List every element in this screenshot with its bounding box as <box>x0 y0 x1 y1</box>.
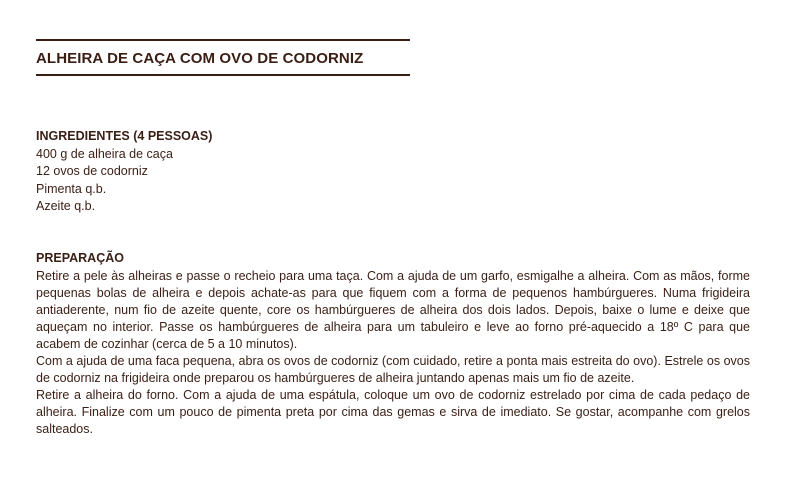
ingredient-item: Pimenta q.b. <box>36 181 107 196</box>
ingredient-list <box>36 146 750 216</box>
recipe-title: ALHEIRA DE CAÇA COM OVO DE CODORNIZ <box>36 50 364 67</box>
preparation-paragraph: Com a ajuda de uma faca pequena, abra os ovos de codorniz (com cuidado, retire a ponta mais estreita do ovo). Estrele os ovos de codorniz na frigideira onde preparou os hambúrgueres de alheira juntando apenas mais um fio de azeite. <box>36 353 750 385</box>
ingredient-item: Azeite q.b. <box>36 199 96 213</box>
ingredient-item: 12 ovos de codorniz <box>36 164 148 178</box>
ingredients-section <box>36 128 750 216</box>
ingredients-heading: INGREDIENTES (4 PESSOAS) <box>36 129 213 143</box>
title-block <box>36 39 410 76</box>
preparation-section <box>36 250 750 438</box>
preparation-heading: PREPARAÇÃO <box>36 251 124 265</box>
preparation-paragraph: Retire a alheira do forno. Com a ajuda de uma espátula, coloque um ovo de codorniz estrelado por cima de cada pedaço de alheira. Finalize com um pouco de pimenta preta por cima das gemas e sirva de imediato. Se gostar, acompanhe com grelos salteados. <box>36 387 750 436</box>
preparation-paragraph: Retire a pele às alheiras e passe o recheio para uma taça. Com a ajuda de um garfo, esmigalhe a alheira. Com as mãos, forme pequenas bolas de alheira e depois achate-as para que fiquem com a forma de pequenos hambúrgueres. Numa frigideira antiaderente, num fio de azeite quente, core os hambúrgueres de alheira dos dois lados. Depois, baixe o lume e deixe que aqueçam no interior. Passe os hambúrgueres de alheira para um tabuleiro e leve ao forno pré-aquecido a 18º C para que acabem de cozinhar (cerca de 5 a 10 minutos). <box>36 268 750 351</box>
ingredient-item: 400 g de alheira de caça <box>36 146 173 161</box>
